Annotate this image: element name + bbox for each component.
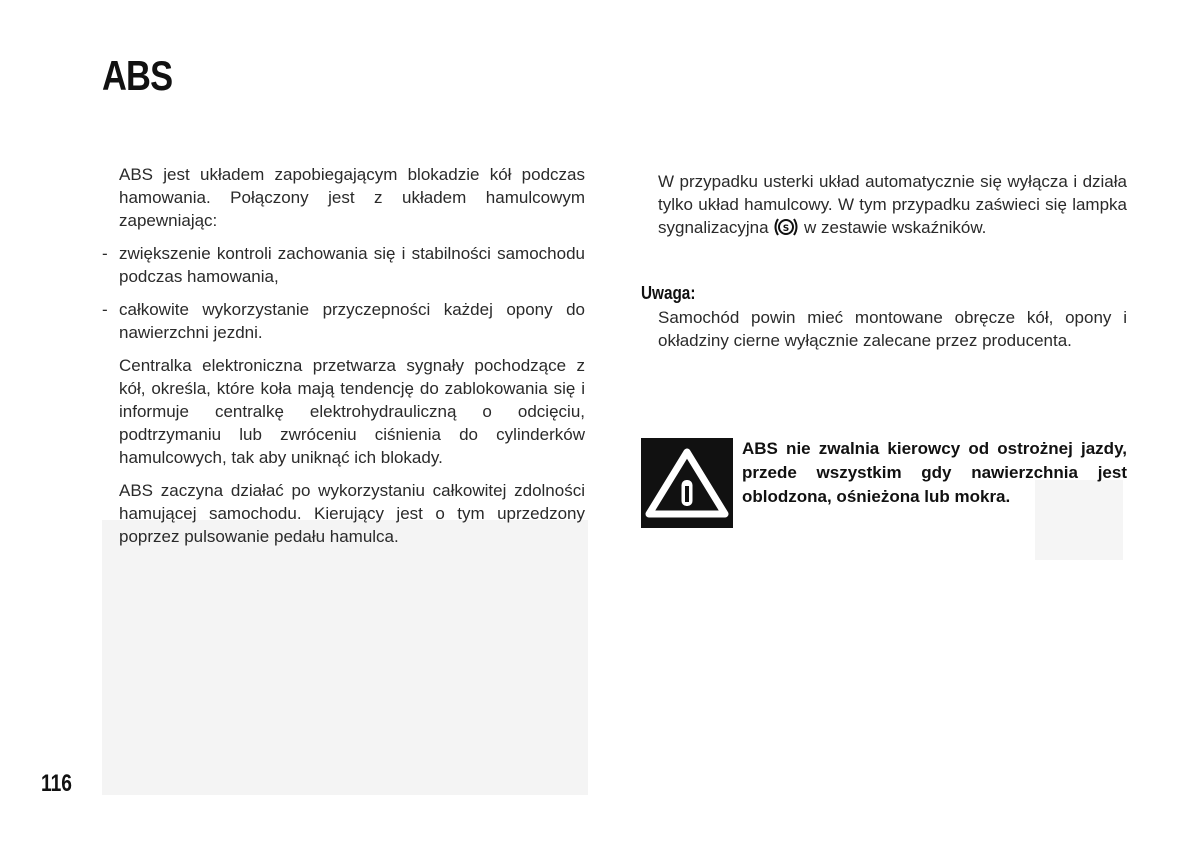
bullet-text: całkowite wykorzystanie przyczepności każdej opony do nawierzchni jezdni.: [119, 300, 585, 342]
body-paragraph: ABS zaczyna działać po wykorzystaniu całkowitej zdolności hamującej samochodu. Kierujący jest o tym uprzedzony poprzez pulsowanie pedału hamulca.: [119, 481, 585, 546]
warning-text: ABS nie zwalnia kierowcy od ostrożnej jazdy, przede wszystkim gdy nawierzchnia jest oblodzona, ośnieżona lub mokra.: [742, 439, 1127, 506]
malfunction-text: W przypadku usterki układ automatycznie się wyłącza i działa tylko układ hamulcowy. W tym przypadku zaświeci się lampka sygnalizacyjna: [658, 172, 1127, 237]
right-column: [641, 170, 1127, 249]
note-heading: Uwaga:: [641, 283, 696, 303]
warning-triangle-icon: [641, 438, 733, 528]
bullet-dash: -: [102, 244, 108, 263]
note-paragraph: Samochód powin mieć montowane obręcze kół, opony i okładziny cierne wyłącznie zalecane przez producenta.: [658, 308, 1127, 350]
svg-text:S: S: [783, 224, 790, 234]
bullet-dash: -: [102, 300, 108, 319]
abs-warning-lamp-icon: [773, 217, 799, 237]
page-number: 116: [41, 770, 72, 797]
malfunction-paragraph: [641, 170, 1127, 239]
left-column: [102, 163, 585, 558]
malfunction-text-end: w zestawie wskaźników.: [804, 218, 987, 237]
list-item: [102, 242, 585, 288]
show-through-shadow: [102, 520, 588, 795]
body-paragraph: Centralka elektroniczna przetwarza sygnały pochodzące z kół, określa, które koła mają tendencję do zablokowania się i informuje centralkę elektrohydrauliczną o odcięciu, podtrzymaniu lub zwróceniu ciśnienia do cylinderków hamulcowych, tak aby uniknąć ich blokady.: [119, 356, 585, 467]
warning-icon-box: [641, 438, 733, 528]
intro-paragraph: ABS jest układem zapobiegającym blokadzie kół podczas hamowania. Połączony jest z układem hamulcowym zapewniając:: [119, 165, 585, 230]
bullet-text: zwiększenie kontroli zachowania się i stabilności samochodu podczas hamowania,: [119, 244, 585, 286]
list-item: [102, 298, 585, 344]
page-title: ABS: [102, 52, 173, 99]
